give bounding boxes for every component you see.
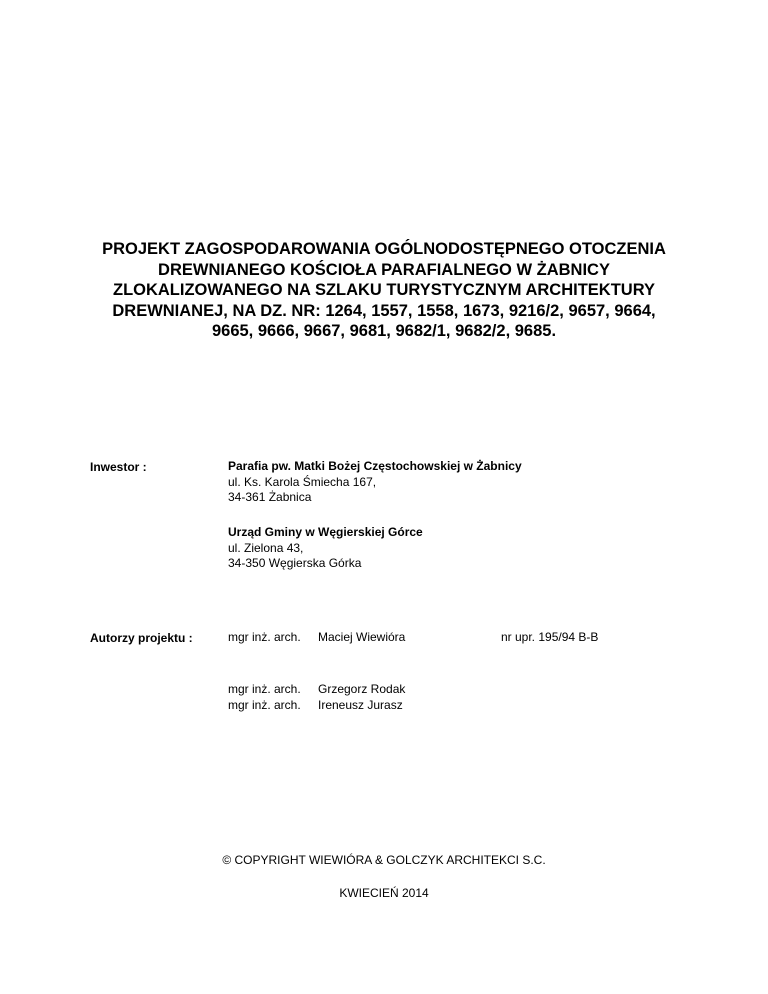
copyright-notice: © COPYRIGHT WIEWIÓRA & GOLCZYK ARCHITEKCI S.C. — [222, 853, 546, 867]
document-title — [60, 239, 708, 342]
author-degree: mgr inż. arch. — [228, 630, 301, 644]
investor-office-block — [228, 525, 423, 572]
author-name: Grzegorz Rodak — [318, 682, 406, 696]
author-degree: mgr inż. arch. — [228, 698, 301, 712]
investor-label: Inwestor : — [90, 460, 147, 474]
office-city: 34-350 Węgierska Górka — [228, 556, 362, 570]
title-line: ZLOKALIZOWANEGO NA SZLAKU TURYSTYCZNYM ARCHITEKTURY — [112, 281, 656, 299]
author-row — [228, 698, 501, 714]
author-row — [228, 630, 598, 646]
author-row — [228, 682, 501, 698]
author-license: nr upr. 195/94 B-B — [501, 630, 599, 644]
title-line: PROJEKT ZAGOSPODAROWANIA OGÓLNODOSTĘPNEGO OTOCZENIA — [102, 240, 666, 258]
author-name: Maciej Wiewióra — [318, 630, 406, 644]
parish-city: 34-361 Żabnica — [228, 490, 312, 504]
author-degree: mgr inż. arch. — [228, 682, 301, 696]
investor-parish-block — [228, 459, 522, 506]
title-line: DREWNIANEGO KOŚCIOŁA PARAFIALNEGO W ŻABNICY — [158, 260, 610, 279]
document-date: KWIECIEŃ 2014 — [339, 886, 429, 900]
authors-label: Autorzy projektu : — [90, 631, 193, 645]
author-name: Ireneusz Jurasz — [318, 698, 403, 712]
parish-name: Parafia pw. Matki Bożej Częstochowskiej w Żabnicy — [228, 459, 522, 473]
office-name: Urząd Gminy w Węgierskiej Górce — [228, 525, 423, 539]
office-street: ul. Zielona 43, — [228, 540, 304, 555]
title-line: DREWNIANEJ, NA DZ. NR: 1264, 1557, 1558, 1673, 9216/2, 9657, 9664, — [112, 301, 656, 320]
parish-street: ul. Ks. Karola Śmiecha 167, — [228, 474, 377, 489]
title-line: 9665, 9666, 9667, 9681, 9682/1, 9682/2, 9685. — [211, 322, 557, 340]
